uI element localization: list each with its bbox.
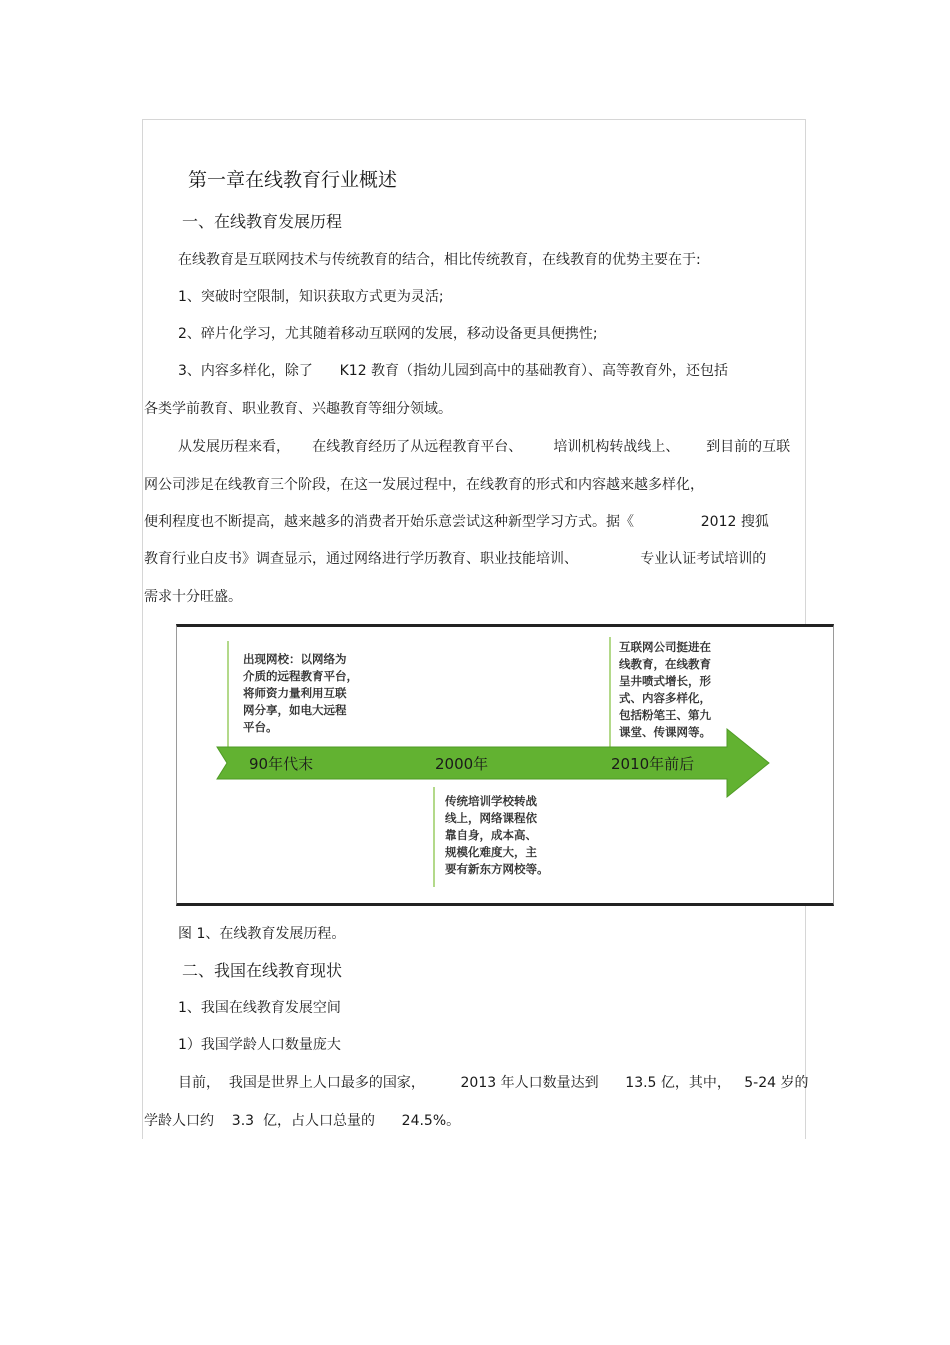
population-para-line: 学龄人口约 3.3 亿，占人口总量的 24.5%。 (144, 1113, 461, 1129)
advantage-item-3: 3、内容多样化，除了 K12 教育（指幼儿园到高中的基础教育）、高等教育外，还包括 (178, 363, 729, 379)
advantage-item-3-cont: 各类学前教育、职业教育、兴趣教育等细分领域。 (144, 401, 452, 417)
advantage-item-2: 2、碎片化学习，尤其随着移动互联网的发展，移动设备更具便携性; (178, 326, 598, 342)
figure-caption: 图 1、在线教育发展历程。 (178, 926, 346, 942)
section2-subsubheading: 1）我国学龄人口数量庞大 (178, 1037, 341, 1053)
history-para-line: 需求十分旺盛。 (144, 589, 242, 605)
history-para-line: 网公司涉足在线教育三个阶段，在这一发展过程中，在线教育的形式和内容越来越多样化， (144, 477, 704, 493)
history-para-line: 便利程度也不断提高，越来越多的消费者开始乐意尝试这种新型学习方式。据《 2012 搜狐 (144, 514, 769, 530)
timeline-label-2: 2000年 (435, 755, 489, 773)
timeline-label-3: 2010年前后 (611, 755, 695, 773)
population-para-line: 目前， 我国是世界上人口最多的国家， 2013 年人口数量达到 13.5 亿，其中， 5-24 岁的 (178, 1075, 809, 1091)
history-para-line: 从发展历程来看， 在线教育经历了从远程教育平台、 培训机构转战线上、 到目前的互联 (178, 439, 791, 455)
section2-subheading: 1、我国在线教育发展空间 (178, 1000, 341, 1016)
advantage-item-1: 1、突破时空限制，知识获取方式更为灵活; (178, 289, 444, 305)
timeline-note-3: 互联网公司挺进在 线教育，在线教育 呈井喷式增长，形 式、内容多样化， 包括粉笔王、第九 课堂、传课网等。 (619, 640, 711, 739)
timeline-figure (176, 624, 834, 906)
section1-intro: 在线教育是互联网技术与传统教育的结合，相比传统教育，在线教育的优势主要在于: (178, 252, 701, 268)
section1-heading: 一、在线教育发展历程 (182, 212, 343, 231)
timeline-label-1: 90年代末 (249, 755, 314, 773)
timeline-note-1: 出现网校：以网络为 介质的远程教育平台， 将师资力量利用互联 网分享，如电大远程 平台。 (243, 652, 358, 734)
chapter-title: 第一章在线教育行业概述 (188, 169, 398, 191)
timeline-note-2: 传统培训学校转战 线上，网络课程依 靠自身，成本高、 规模化难度大，主 要有新东方网校等。 (445, 794, 549, 876)
history-para-line: 教育行业白皮书》调查显示，通过网络进行学历教育、职业技能培训、 专业认证考试培训的 (144, 551, 767, 567)
section2-heading: 二、我国在线教育现状 (182, 961, 343, 980)
